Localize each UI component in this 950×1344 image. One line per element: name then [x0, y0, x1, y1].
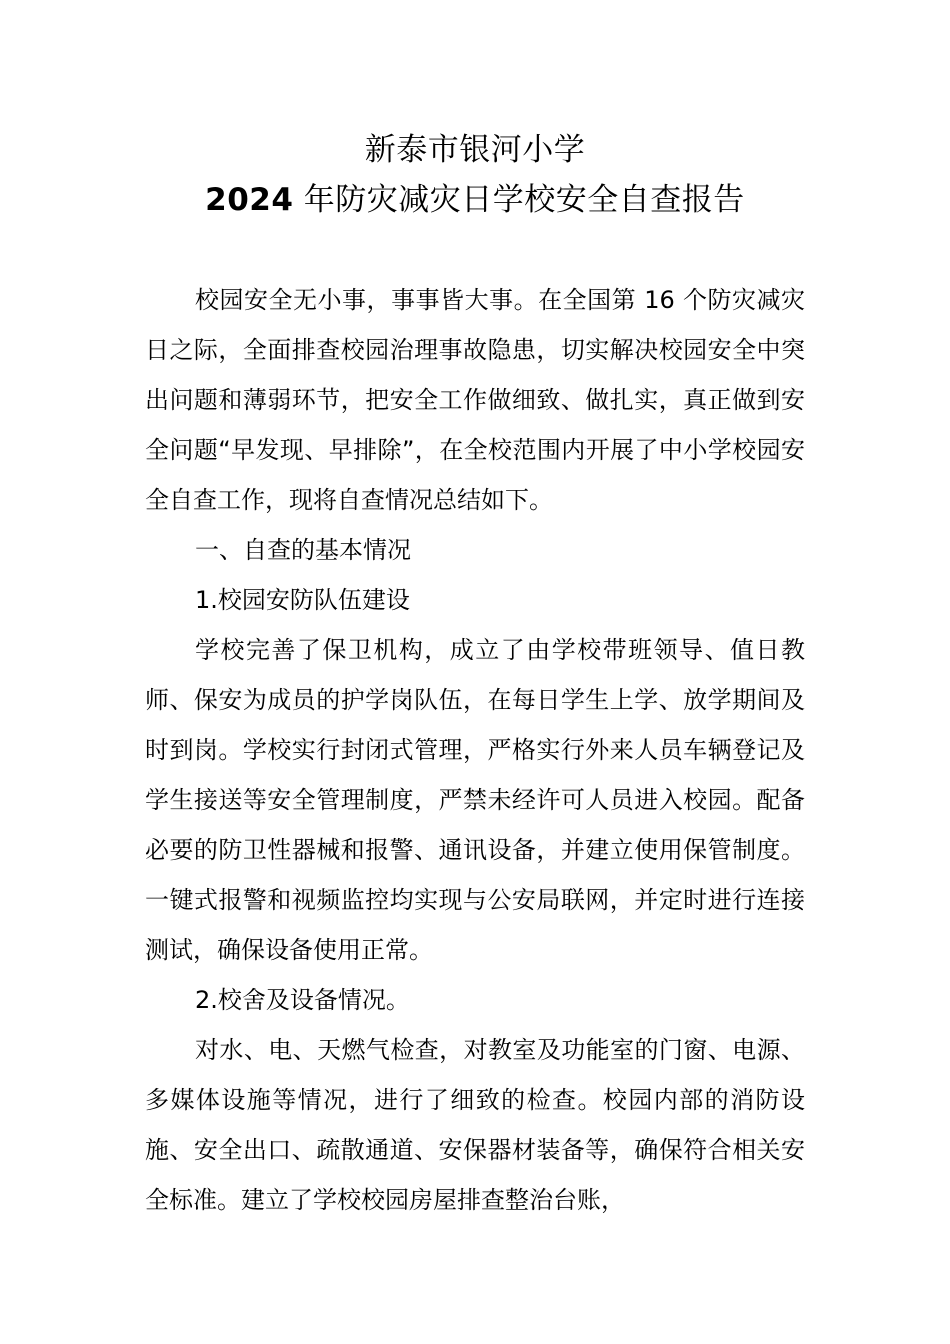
document-body: [145, 275, 805, 1225]
subsection-heading-1: 1.校园安防队伍建设: [195, 586, 410, 614]
report-title-text: 年防灾减灾日学校安全自查报告: [293, 182, 745, 218]
section-heading-1: 一、自查的基本情况: [195, 536, 411, 564]
school-name-title: 新泰市银河小学: [364, 132, 586, 168]
report-year: 2024: [205, 182, 294, 218]
security-team-paragraph: 学校完善了保卫机构，成立了由学校带班领导、值日教师、保安为成员的护学岗队伍，在每日学生上学、放学期间及时到岗。学校实行封闭式管理，严格实行外来人员车辆登记及学生接送等安全管理制度，严禁未经许可人员进入校园。配备必要的防卫性器械和报警、通讯设备，并建立使用保管制度。一键式报警和视频监控均实现与公安局联网，并定时进行连接测试，确保设备使用正常。: [145, 636, 805, 964]
document-title: [0, 128, 950, 222]
report-title: [0, 178, 950, 222]
subsection-heading-2: 2.校舍及设备情况。: [195, 986, 410, 1014]
intro-paragraph: 校园安全无小事，事事皆大事。在全国第 16 个防灾减灾日之际，全面排查校园治理事故隐患，切实解决校园安全中突出问题和薄弱环节，把安全工作做细致、做扎实，真正做到安全问题“早发现、早排除”，在全校范围内开展了中小学校园安全自查工作，现将自查情况总结如下。: [145, 286, 805, 514]
facilities-paragraph: 对水、电、天燃气检查，对教室及功能室的门窗、电源、多媒体设施等情况，进行了细致的检查。校园内部的消防设施、安全出口、疏散通道、安保器材装备等，确保符合相关安全标准。建立了学校校园房屋排查整治台账，: [145, 1036, 805, 1214]
